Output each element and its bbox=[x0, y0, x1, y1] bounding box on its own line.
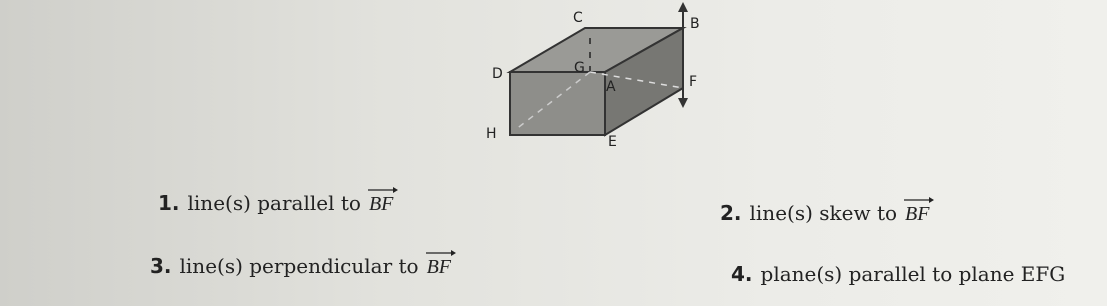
question-2-number: 2. bbox=[720, 201, 742, 225]
question-1-text: line(s) parallel to bbox=[187, 191, 361, 215]
vertex-label-e: E bbox=[608, 134, 617, 150]
vertex-label-g: G bbox=[574, 60, 585, 76]
vertex-label-f: F bbox=[689, 74, 698, 90]
question-1 bbox=[158, 191, 393, 216]
arrowhead-f bbox=[678, 98, 688, 108]
prism-front-face bbox=[510, 72, 605, 135]
question-3-number: 3. bbox=[150, 254, 172, 278]
question-3 bbox=[150, 254, 451, 279]
vertex-label-c: C bbox=[573, 10, 583, 26]
vertex-label-d: D bbox=[492, 66, 503, 82]
vertex-label-a: A bbox=[606, 79, 616, 95]
vertex-label-h: H bbox=[486, 126, 497, 142]
vector-bf: BF bbox=[369, 193, 393, 216]
question-1-number: 1. bbox=[158, 191, 180, 215]
question-2 bbox=[720, 201, 929, 226]
vertex-label-b: B bbox=[690, 16, 700, 32]
question-4-text: plane(s) parallel to plane EFG bbox=[760, 262, 1066, 286]
question-4 bbox=[731, 262, 1065, 286]
arrowhead-b bbox=[678, 2, 688, 12]
question-4-number: 4. bbox=[731, 262, 753, 286]
vector-bf: BF bbox=[905, 203, 929, 226]
vector-bf: BF bbox=[427, 256, 451, 279]
question-3-text: line(s) perpendicular to bbox=[179, 254, 419, 278]
question-2-text: line(s) skew to bbox=[749, 201, 898, 225]
